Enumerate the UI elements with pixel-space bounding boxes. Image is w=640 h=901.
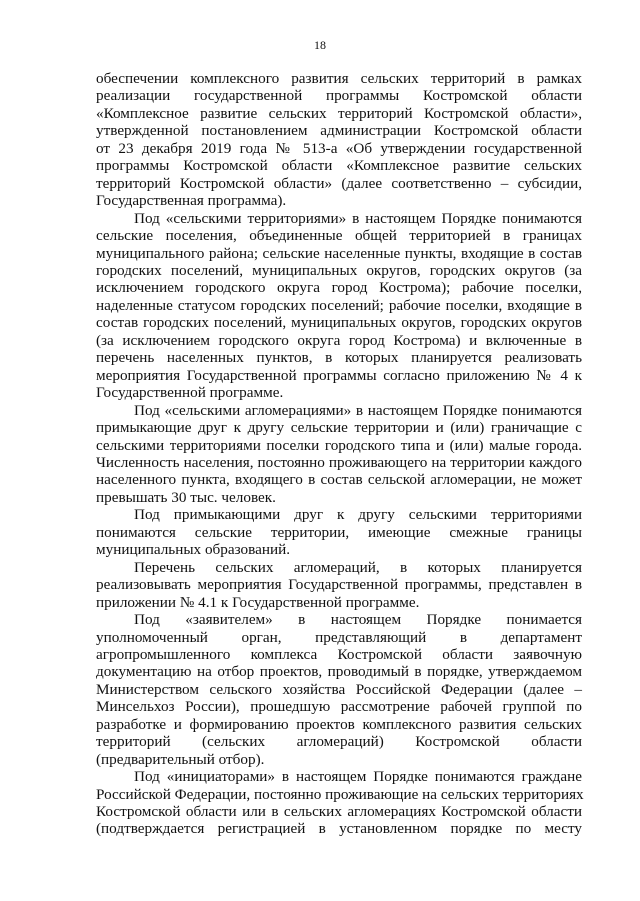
text-line: мероприятия Государственной программы согласно приложению № 4 к <box>96 366 582 384</box>
text-line: городских поселений, муниципальных округов, городских округов (за <box>96 261 582 279</box>
paragraph <box>96 611 582 768</box>
text-line: Под «заявителем» в настоящем Порядке понимается <box>134 611 582 629</box>
text-line: (предварительный отбор). <box>96 750 265 768</box>
paragraph <box>96 559 582 611</box>
text-line: населенного пункта, входящего в состав сельской агломерации, не может <box>96 471 582 489</box>
text-line: Под «сельскими агломерациями» в настоящем Порядке понимаются <box>134 401 582 419</box>
text-line: Костромской области или в сельских агломерациях Костромской области <box>96 803 582 821</box>
text-line: территорий Костромской области» (далее соответственно – субсидии, <box>96 174 582 192</box>
text-line: уполномоченный орган, представляющий в департамент <box>96 628 582 646</box>
text-line: сельские поселения, объединенные общей территорией в границах <box>96 227 582 245</box>
text-line: Под примыкающими друг к другу сельскими территориями <box>134 506 582 524</box>
page-number: 18 <box>314 38 326 52</box>
text-line: «Комплексное развитие сельских территорий Костромской области», <box>96 104 582 122</box>
text-line: Численность населения, постоянно проживающего на территории каждого <box>96 453 582 471</box>
text-line: Государственной программе. <box>96 384 284 402</box>
paragraph <box>96 402 582 507</box>
text-line: реализовывать мероприятия Государственной программы, представлен в <box>96 576 582 594</box>
text-line: Государственная программа). <box>96 192 287 210</box>
text-line: разработке и формированию проектов комплексного развития сельских <box>96 715 582 733</box>
text-line: муниципальных образований. <box>96 541 290 559</box>
paragraph <box>96 506 582 558</box>
text-line: приложении № 4.1 к Государственной программе. <box>96 593 420 611</box>
text-line: (за исключением городского округа город Кострома) и включенные в <box>96 331 582 349</box>
text-line: сельскими территориями поселки городского типа и (или) малые города. <box>96 436 582 454</box>
text-line: наделенные статусом городских поселений; рабочие поселки, входящие в <box>96 296 582 314</box>
text-line: агропромышленного комплекса Костромской области заявочную <box>96 645 582 663</box>
text-line: Перечень сельских агломераций, в которых планируется <box>134 558 582 576</box>
text-line: территорий (сельских агломераций) Костромской области <box>96 733 582 751</box>
text-line: (подтверждается регистрацией в установленном порядке по месту <box>96 820 582 838</box>
text-line: превышать 30 тыс. человек. <box>96 488 276 506</box>
text-line: Под «инициаторами» в настоящем Порядке понимаются граждане <box>134 768 582 786</box>
text-line: программы Костромской области «Комплексное развитие сельских <box>96 157 582 175</box>
text-line: Министерством сельского хозяйства Российской Федерации (далее – <box>96 680 582 698</box>
text-line: Под «сельскими территориями» в настоящем Порядке понимаются <box>134 209 582 227</box>
text-line: муниципального района; сельские населенные пункты, входящие в состав <box>96 244 582 262</box>
text-line: понимаются сельские территории, имеющие смежные границы <box>96 523 582 541</box>
text-line: реализации государственной программы Костромской области <box>96 87 582 105</box>
paragraph <box>96 70 582 210</box>
text-line: утвержденной постановлением администрации Костромской области <box>96 122 582 140</box>
text-line: Российской Федерации, постоянно проживающие на сельских территориях <box>96 785 584 803</box>
paragraph <box>96 210 582 402</box>
text-line: примыкающие друг к другу сельские территории и (или) граничащие с <box>96 419 582 437</box>
paragraph <box>96 768 582 838</box>
text-line: документацию на отбор проектов, проводимый в порядке, утверждаемом <box>96 663 582 681</box>
text-line: перечень населенных пунктов, в которых планируется реализовать <box>96 349 582 367</box>
text-line: обеспечении комплексного развития сельских территорий в рамках <box>96 70 582 87</box>
text-line: от 23 декабря 2019 года № 513-а «Об утверждении государственной <box>96 139 582 157</box>
text-line: состав городских поселений, муниципальных округов, городских округов <box>96 314 582 332</box>
document-body <box>96 70 582 838</box>
text-line: Минсельхоз России), прошедшую рассмотрение рабочей группой по <box>96 698 582 716</box>
text-line: исключением городского округа город Кострома); рабочие поселки, <box>96 279 582 297</box>
